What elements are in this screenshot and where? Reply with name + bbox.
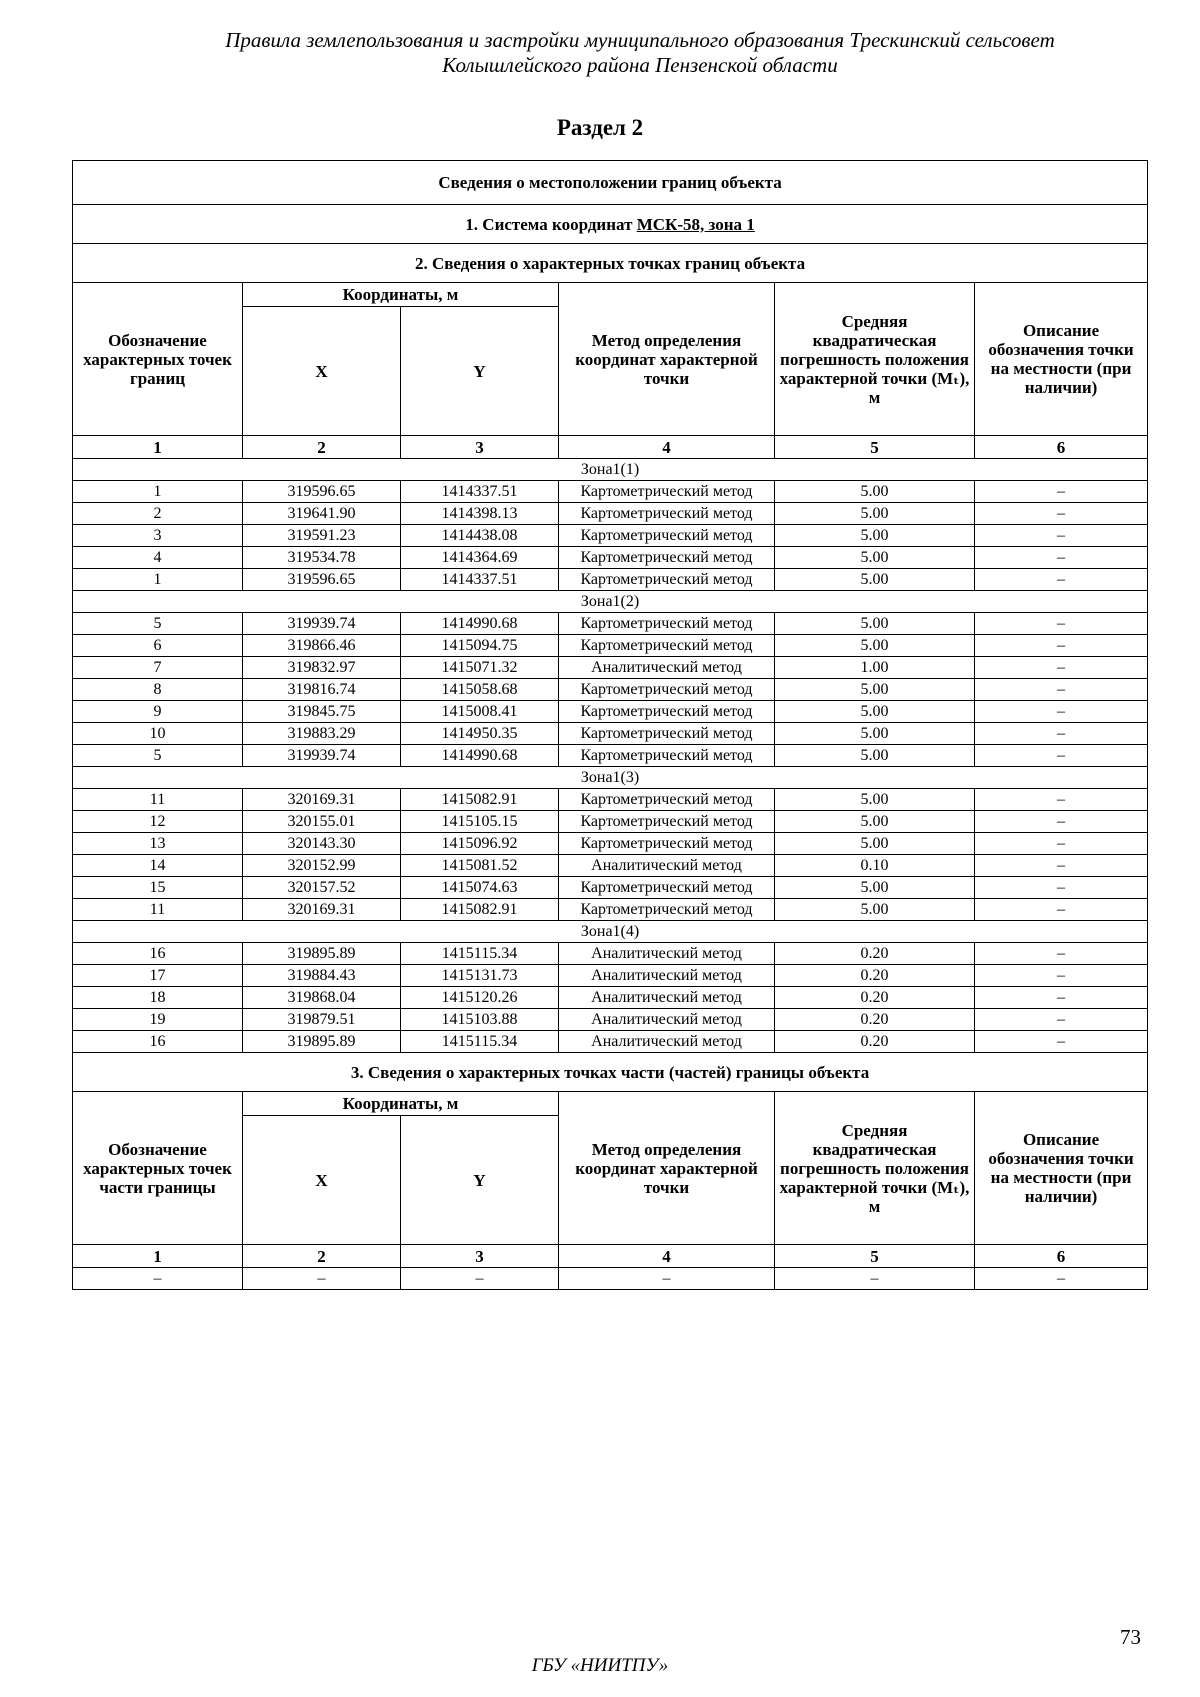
footer: ГБУ «НИИТПУ» bbox=[531, 1655, 669, 1676]
error: 0.20 bbox=[775, 1009, 975, 1031]
coord-y: 1415071.32 bbox=[401, 657, 559, 679]
coord-x: 319866.46 bbox=[243, 635, 401, 657]
coord-y: 1414990.68 bbox=[401, 745, 559, 767]
description: – bbox=[975, 723, 1148, 745]
coord-x: 320169.31 bbox=[243, 899, 401, 921]
method: Картометрический метод bbox=[559, 503, 775, 525]
coord-x: 320152.99 bbox=[243, 855, 401, 877]
point-number: 15 bbox=[73, 877, 243, 899]
error: 0.20 bbox=[775, 987, 975, 1009]
error: 5.00 bbox=[775, 503, 975, 525]
description: – bbox=[975, 503, 1148, 525]
method: Аналитический метод bbox=[559, 657, 775, 679]
table-row bbox=[73, 789, 1148, 811]
method: Аналитический метод bbox=[559, 943, 775, 965]
table-row bbox=[73, 701, 1148, 723]
coord-x: 319884.43 bbox=[243, 965, 401, 987]
section-title: Раздел 2 bbox=[556, 115, 644, 140]
header-method: Метод определения координат характерной точки bbox=[559, 283, 775, 436]
description: – bbox=[975, 811, 1148, 833]
point-number: 10 bbox=[73, 723, 243, 745]
column-numbers-row bbox=[73, 436, 1148, 459]
table-row bbox=[73, 899, 1148, 921]
coord-y: 1414337.51 bbox=[401, 569, 559, 591]
col-number: 3 bbox=[401, 1245, 559, 1268]
header-error: Средняя квадратическая погрешность положения характерной точки (Mₜ), м bbox=[775, 283, 975, 436]
point-number: 2 bbox=[73, 503, 243, 525]
zone-row bbox=[73, 767, 1148, 789]
coord-x: 319883.29 bbox=[243, 723, 401, 745]
table-row bbox=[73, 1009, 1148, 1031]
col-number: 6 bbox=[975, 1245, 1148, 1268]
error: 0.20 bbox=[775, 943, 975, 965]
table-row bbox=[73, 679, 1148, 701]
section-2-row bbox=[73, 244, 1148, 283]
coord-y: 1414398.13 bbox=[401, 503, 559, 525]
error: 5.00 bbox=[775, 789, 975, 811]
point-number: 5 bbox=[73, 745, 243, 767]
point-number: 19 bbox=[73, 1009, 243, 1031]
method: Картометрический метод bbox=[559, 833, 775, 855]
method: Картометрический метод bbox=[559, 899, 775, 921]
coord-y: 1415103.88 bbox=[401, 1009, 559, 1031]
col-number: 2 bbox=[243, 436, 401, 459]
coord-x: 319868.04 bbox=[243, 987, 401, 1009]
table-row bbox=[73, 877, 1148, 899]
table-row bbox=[73, 723, 1148, 745]
coord-y: 1415081.52 bbox=[401, 855, 559, 877]
coord-x: 320143.30 bbox=[243, 833, 401, 855]
coord-y: 1414364.69 bbox=[401, 547, 559, 569]
col-number: 2 bbox=[243, 1245, 401, 1268]
coord-x: 319832.97 bbox=[243, 657, 401, 679]
coordinate-system-value: МСК-58, зона 1 bbox=[636, 214, 755, 234]
description: – bbox=[975, 701, 1148, 723]
table-title: Сведения о местоположении границ объекта bbox=[73, 161, 1148, 205]
header-coords: Координаты, м bbox=[243, 283, 559, 307]
part-cell: – bbox=[401, 1268, 559, 1290]
boundary-table bbox=[72, 160, 1148, 1290]
coord-y: 1415074.63 bbox=[401, 877, 559, 899]
description: – bbox=[975, 833, 1148, 855]
header-row-1 bbox=[73, 283, 1148, 307]
coord-x: 319879.51 bbox=[243, 1009, 401, 1031]
table-row bbox=[73, 525, 1148, 547]
coord-x: 319895.89 bbox=[243, 1031, 401, 1053]
table-title-row bbox=[73, 161, 1148, 205]
part-header-error: Средняя квадратическая погрешность положения характерной точки (Mₜ), м bbox=[775, 1092, 975, 1245]
method: Картометрический метод bbox=[559, 569, 775, 591]
table-row bbox=[73, 855, 1148, 877]
method: Картометрический метод bbox=[559, 481, 775, 503]
method: Картометрический метод bbox=[559, 613, 775, 635]
header-x: X bbox=[243, 307, 401, 436]
point-number: 9 bbox=[73, 701, 243, 723]
error: 5.00 bbox=[775, 811, 975, 833]
coord-y: 1415082.91 bbox=[401, 899, 559, 921]
col-number: 1 bbox=[73, 436, 243, 459]
section-1-row bbox=[73, 205, 1148, 244]
table-row bbox=[73, 811, 1148, 833]
error: 5.00 bbox=[775, 481, 975, 503]
zone-row bbox=[73, 921, 1148, 943]
header-y: Y bbox=[401, 307, 559, 436]
error: 5.00 bbox=[775, 701, 975, 723]
point-number: 18 bbox=[73, 987, 243, 1009]
col-number: 4 bbox=[559, 436, 775, 459]
part-cell: – bbox=[73, 1268, 243, 1290]
coord-x: 319534.78 bbox=[243, 547, 401, 569]
point-number: 17 bbox=[73, 965, 243, 987]
part-cell: – bbox=[243, 1268, 401, 1290]
point-number: 6 bbox=[73, 635, 243, 657]
part-header-coords: Координаты, м bbox=[243, 1092, 559, 1116]
method: Картометрический метод bbox=[559, 723, 775, 745]
table-row bbox=[73, 965, 1148, 987]
part-cell: – bbox=[975, 1268, 1148, 1290]
header-designation: Обозначение характерных точек границ bbox=[73, 283, 243, 436]
method: Аналитический метод bbox=[559, 1009, 775, 1031]
error: 0.20 bbox=[775, 965, 975, 987]
part-header-y: Y bbox=[401, 1116, 559, 1245]
method: Аналитический метод bbox=[559, 1031, 775, 1053]
part-table-row bbox=[73, 1268, 1148, 1290]
description: – bbox=[975, 899, 1148, 921]
coord-x: 319939.74 bbox=[243, 745, 401, 767]
method: Картометрический метод bbox=[559, 547, 775, 569]
section-3-row bbox=[73, 1053, 1148, 1092]
coord-x: 319591.23 bbox=[243, 525, 401, 547]
zone-label: Зона1(2) bbox=[73, 591, 1148, 613]
coord-y: 1414990.68 bbox=[401, 613, 559, 635]
col-number: 6 bbox=[975, 436, 1148, 459]
description: – bbox=[975, 569, 1148, 591]
error: 5.00 bbox=[775, 877, 975, 899]
coord-y: 1415105.15 bbox=[401, 811, 559, 833]
description: – bbox=[975, 855, 1148, 877]
coord-x: 319596.65 bbox=[243, 481, 401, 503]
coord-y: 1415058.68 bbox=[401, 679, 559, 701]
error: 5.00 bbox=[775, 899, 975, 921]
point-number: 1 bbox=[73, 481, 243, 503]
error: 5.00 bbox=[775, 635, 975, 657]
table-row bbox=[73, 745, 1148, 767]
coord-x: 320157.52 bbox=[243, 877, 401, 899]
error: 0.20 bbox=[775, 1031, 975, 1053]
description: – bbox=[975, 613, 1148, 635]
coord-y: 1415008.41 bbox=[401, 701, 559, 723]
description: – bbox=[975, 1031, 1148, 1053]
error: 0.10 bbox=[775, 855, 975, 877]
header-line-1: Правила землепользования и застройки муниципального образования Трескинский сельсовет bbox=[225, 28, 1055, 52]
coord-x: 319641.90 bbox=[243, 503, 401, 525]
col-number: 5 bbox=[775, 436, 975, 459]
part-header-x: X bbox=[243, 1116, 401, 1245]
coord-x: 320169.31 bbox=[243, 789, 401, 811]
col-number: 1 bbox=[73, 1245, 243, 1268]
coord-y: 1415120.26 bbox=[401, 987, 559, 1009]
point-number: 5 bbox=[73, 613, 243, 635]
part-header-row-1 bbox=[73, 1092, 1148, 1116]
method: Картометрический метод bbox=[559, 525, 775, 547]
coord-x: 319845.75 bbox=[243, 701, 401, 723]
part-header-method: Метод определения координат характерной точки bbox=[559, 1092, 775, 1245]
coord-y: 1414438.08 bbox=[401, 525, 559, 547]
description: – bbox=[975, 789, 1148, 811]
description: – bbox=[975, 965, 1148, 987]
part-cell: – bbox=[559, 1268, 775, 1290]
col-number: 4 bbox=[559, 1245, 775, 1268]
zone-label: Зона1(3) bbox=[73, 767, 1148, 789]
zone-row bbox=[73, 591, 1148, 613]
point-number: 14 bbox=[73, 855, 243, 877]
method: Картометрический метод bbox=[559, 745, 775, 767]
part-column-numbers-row bbox=[73, 1245, 1148, 1268]
coord-y: 1414950.35 bbox=[401, 723, 559, 745]
coord-y: 1415131.73 bbox=[401, 965, 559, 987]
method: Аналитический метод bbox=[559, 965, 775, 987]
coord-x: 319939.74 bbox=[243, 613, 401, 635]
table-row bbox=[73, 635, 1148, 657]
point-number: 16 bbox=[73, 943, 243, 965]
description: – bbox=[975, 943, 1148, 965]
method: Аналитический метод bbox=[559, 987, 775, 1009]
section-3-title: 3. Сведения о характерных точках части (частей) границы объекта bbox=[73, 1053, 1148, 1092]
coord-y: 1415115.34 bbox=[401, 1031, 559, 1053]
error: 5.00 bbox=[775, 723, 975, 745]
section-2-title: 2. Сведения о характерных точках границ объекта bbox=[73, 244, 1148, 283]
error: 5.00 bbox=[775, 547, 975, 569]
description: – bbox=[975, 657, 1148, 679]
col-number: 3 bbox=[401, 436, 559, 459]
description: – bbox=[975, 481, 1148, 503]
table-row bbox=[73, 987, 1148, 1009]
header-description: Описание обозначения точки на местности (при наличии) bbox=[975, 283, 1148, 436]
table-row bbox=[73, 481, 1148, 503]
error: 5.00 bbox=[775, 679, 975, 701]
description: – bbox=[975, 987, 1148, 1009]
coord-x: 319596.65 bbox=[243, 569, 401, 591]
coord-y: 1414337.51 bbox=[401, 481, 559, 503]
coord-x: 320155.01 bbox=[243, 811, 401, 833]
description: – bbox=[975, 635, 1148, 657]
point-number: 3 bbox=[73, 525, 243, 547]
coord-y: 1415115.34 bbox=[401, 943, 559, 965]
point-number: 16 bbox=[73, 1031, 243, 1053]
coord-y: 1415096.92 bbox=[401, 833, 559, 855]
point-number: 4 bbox=[73, 547, 243, 569]
table-row bbox=[73, 613, 1148, 635]
table-row bbox=[73, 833, 1148, 855]
point-number: 12 bbox=[73, 811, 243, 833]
point-number: 11 bbox=[73, 789, 243, 811]
part-cell: – bbox=[775, 1268, 975, 1290]
point-number: 11 bbox=[73, 899, 243, 921]
table-row bbox=[73, 1031, 1148, 1053]
error: 5.00 bbox=[775, 569, 975, 591]
coord-x: 319895.89 bbox=[243, 943, 401, 965]
part-header-designation: Обозначение характерных точек части границы bbox=[73, 1092, 243, 1245]
zone-row bbox=[73, 459, 1148, 481]
coord-y: 1415082.91 bbox=[401, 789, 559, 811]
description: – bbox=[975, 525, 1148, 547]
method: Картометрический метод bbox=[559, 635, 775, 657]
document-header bbox=[0, 28, 1200, 78]
point-number: 13 bbox=[73, 833, 243, 855]
point-number: 8 bbox=[73, 679, 243, 701]
error: 5.00 bbox=[775, 745, 975, 767]
table-row bbox=[73, 503, 1148, 525]
coord-y: 1415094.75 bbox=[401, 635, 559, 657]
error: 5.00 bbox=[775, 833, 975, 855]
description: – bbox=[975, 547, 1148, 569]
table-row bbox=[73, 569, 1148, 591]
zone-label: Зона1(1) bbox=[73, 459, 1148, 481]
error: 1.00 bbox=[775, 657, 975, 679]
page-number: 73 bbox=[1120, 1625, 1141, 1649]
zone-label: Зона1(4) bbox=[73, 921, 1148, 943]
point-number: 7 bbox=[73, 657, 243, 679]
method: Картометрический метод bbox=[559, 877, 775, 899]
table-row bbox=[73, 943, 1148, 965]
error: 5.00 bbox=[775, 613, 975, 635]
description: – bbox=[975, 745, 1148, 767]
coordinate-system bbox=[73, 205, 1148, 244]
part-header-description: Описание обозначения точки на местности (при наличии) bbox=[975, 1092, 1148, 1245]
header-line-2: Колышлейского района Пензенской области bbox=[442, 53, 838, 77]
method: Картометрический метод bbox=[559, 701, 775, 723]
point-number: 1 bbox=[73, 569, 243, 591]
description: – bbox=[975, 679, 1148, 701]
description: – bbox=[975, 1009, 1148, 1031]
method: Картометрический метод bbox=[559, 679, 775, 701]
method: Аналитический метод bbox=[559, 855, 775, 877]
coordinate-system-label: 1. Система координат bbox=[465, 214, 633, 234]
method: Картометрический метод bbox=[559, 789, 775, 811]
error: 5.00 bbox=[775, 525, 975, 547]
table-row bbox=[73, 657, 1148, 679]
method: Картометрический метод bbox=[559, 811, 775, 833]
coord-x: 319816.74 bbox=[243, 679, 401, 701]
col-number: 5 bbox=[775, 1245, 975, 1268]
table-row bbox=[73, 547, 1148, 569]
description: – bbox=[975, 877, 1148, 899]
